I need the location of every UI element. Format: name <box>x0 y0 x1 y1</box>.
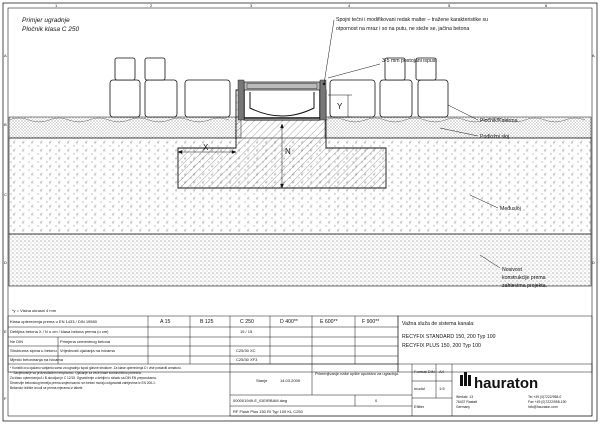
product-1: RECYFIX STANDARD 150, 200 Typ 100 <box>402 334 496 340</box>
table-row4-label: Strukturna sipina u betonu <box>10 348 57 353</box>
class-e600: E 600** <box>320 319 338 325</box>
contact-3: info@hauraton.com <box>528 405 558 409</box>
edge-letter-b: B <box>4 122 7 127</box>
edge-number-1: 1 <box>55 3 58 8</box>
table-row5-label: Mjesto betoniranja na ivicama <box>10 357 63 362</box>
edge-number-6: 6 <box>545 3 548 8</box>
scale-value: 1:5 <box>439 386 445 391</box>
edge-letter-d: D <box>4 260 7 265</box>
edge-letter-f: F <box>4 396 7 401</box>
edge-letter-c: C <box>4 192 7 197</box>
table-row2-c250: 15 / 15 <box>240 329 253 334</box>
bedding-layer-left <box>9 117 241 138</box>
table-row2-label: Debljina betona X / N u cm / klasa betona prema (u cm) <box>10 329 109 334</box>
paving-left <box>110 58 230 117</box>
sheet-label: Efilter <box>414 404 425 409</box>
logo-mark-icon <box>460 372 471 386</box>
class-d400: D 400** <box>280 319 298 325</box>
table-footnote-5: Betonsko ležište izvodi se prema mjerama iz tabele. <box>10 386 84 390</box>
drawing-title-line2: Pločnik klasa C 250 <box>22 26 80 33</box>
class-b125: B 125 <box>200 319 214 325</box>
address-2: 76437 Rastatt <box>456 400 478 404</box>
edge-number-4: 4 <box>348 3 351 8</box>
label-subbase-line2: konstrukcije prema <box>502 275 546 281</box>
leader-joint <box>324 20 334 84</box>
contact-2: Fax +49 (0)7222/958-190 <box>528 400 567 404</box>
hauraton-logo <box>460 372 538 392</box>
scale-label: modul <box>414 386 425 391</box>
desc-title: Važna služa de sistema kanala: <box>402 321 475 327</box>
dim-n-label: N <box>285 147 291 156</box>
dim-y-label: Y <box>337 102 343 111</box>
format-label: Format DIN <box>414 369 435 374</box>
table-footnote-2: ** Savjetovanje sa proizvođačem neophodno. Ojačanje za veće klase konstruktivno potrebno. <box>10 371 143 375</box>
paving-right <box>330 58 448 117</box>
edge-number-2: 2 <box>150 3 153 8</box>
format-value: A4 <box>439 369 444 374</box>
note-gap: 3-5 mm postojani ispust <box>382 58 437 64</box>
class-a15: A 15 <box>160 319 171 325</box>
logo-text: hauraton <box>474 375 539 392</box>
edge-number-3: 3 <box>250 3 253 8</box>
table-footnote-4: Dimenzije betonskog temelja prema smjernicama: svi betoni moraju odgovarati zahtjevima iz EN 206-1. <box>10 381 156 385</box>
edge-letter-d-right: D <box>592 260 595 265</box>
dim-x-label: X <box>203 143 209 152</box>
doc-filename: 000001949-E_IDEIRBAM.dwg <box>233 398 288 403</box>
drawing-title-line1: Primjer ugradnje <box>22 17 70 24</box>
label-subbase-line3: zahtevima projekta. <box>502 283 547 289</box>
address-3: Germany <box>456 405 470 409</box>
label-base: Međusloj <box>500 206 521 212</box>
table-footnote-1: * Koristiti ovu ojačanu varijantu samo za ugradnju ispod glavne strukture. Za klase opterećenja D i više postaviti armaturu. <box>10 366 182 370</box>
doc-rev: 0 <box>375 398 378 403</box>
edge-number-5: 5 <box>448 3 451 8</box>
drainage-channel <box>238 80 326 120</box>
contact-1: Tel +49 (0)7222/958-0 <box>528 395 562 399</box>
class-f900: F 900** <box>362 319 380 325</box>
leader-gap <box>328 64 380 78</box>
table-row3-sub: Primjena cementnog betona <box>60 339 111 344</box>
doc-drawing-title: RF Flush Plus 150 RI Typ 100 KL C250 <box>233 409 303 414</box>
edge-letter-a-right: A <box>592 53 595 58</box>
address-1: Werkstr. 13 <box>456 395 474 399</box>
class-c250: C 250 <box>240 319 254 325</box>
label-subbase-line1: Nosivost <box>502 267 522 273</box>
table-row4-sub: Vrijednosti ojačanja na ivicama <box>60 348 115 353</box>
status-note: Primenjivanje naše opšte uputstvo za ugradnju. <box>315 371 400 376</box>
edge-letter-e: E <box>4 329 7 334</box>
status-date: 14.03.2005 <box>280 378 301 383</box>
label-paving: Pločnik/Kaldrma <box>480 118 518 124</box>
footnote: *y = Visina ukrasni 4 mm <box>12 308 57 313</box>
status-label: Stanje <box>256 378 268 383</box>
note-joint-line1: Spojni tečni i modifikovani redak malter – tražene karakteristike su <box>336 17 488 23</box>
note-joint-line2: otpornost na mraz i so na putu, ne steže se, jačina betona <box>336 26 470 32</box>
table-row4-c250: C25/30 XC <box>236 348 256 353</box>
label-bedding: Podložni sloj <box>480 134 510 140</box>
product-2: RECYFIX PLUS 150, 200 Typ 100 <box>402 343 481 349</box>
table-row5-c250: C25/30 XF3 <box>236 357 258 362</box>
table-row1-label: Klasa opterećenja prema u EN 1433 / DIN 19580 <box>10 319 97 324</box>
edge-letter-a: A <box>4 53 7 58</box>
table-row3-label: Ne DIN <box>10 339 24 344</box>
table-footnote-3: Za klasu opterećenja A i B dovoljan je C 12/15. Ograničenje u debljini u skladu sa DIN EN preporukama. <box>10 376 157 380</box>
